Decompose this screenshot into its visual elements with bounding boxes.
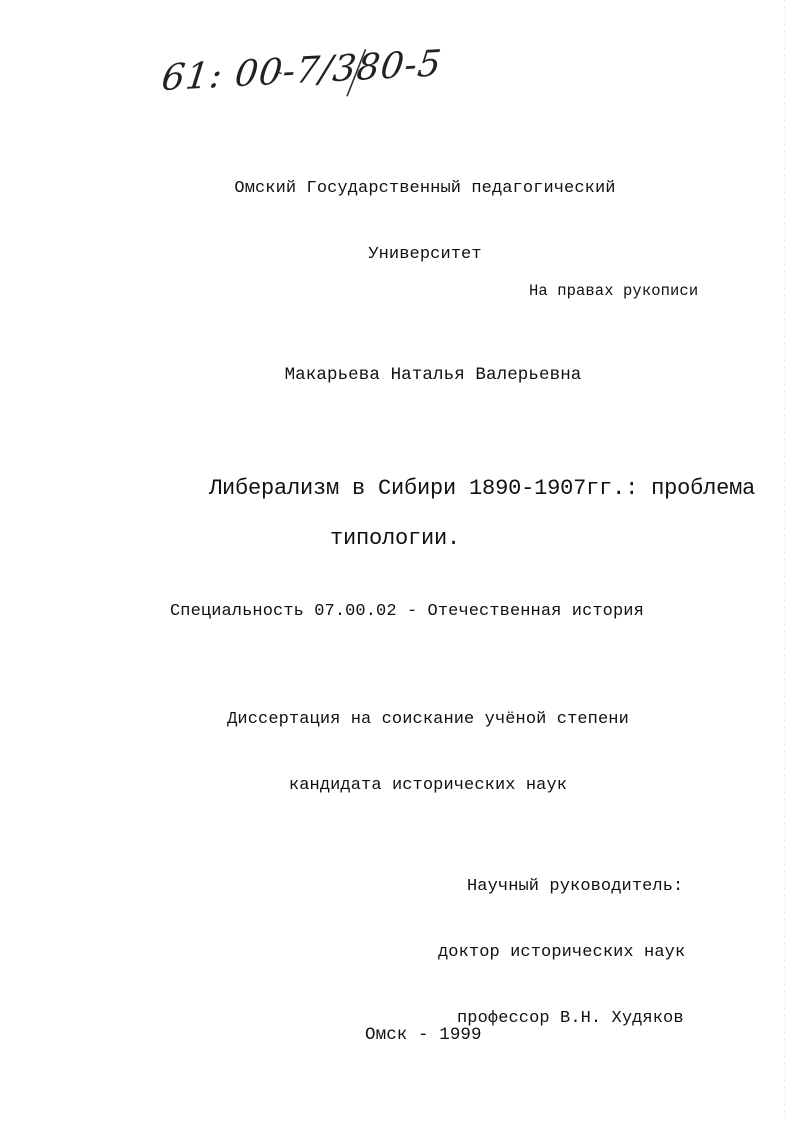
author-name: Макарьева Наталья Валерьевна [284, 365, 582, 385]
handwritten-code-text: 61: 00-7/380-5 [159, 43, 445, 100]
university-line-1: Омский Государственный педагогический [234, 179, 616, 198]
specialty-line: Специальность 07.00.02 - Отечественная история [170, 602, 644, 621]
degree-line-2: кандидата исторических наук [288, 776, 568, 795]
supervisor-line-1: Научный руководитель: [467, 877, 684, 896]
degree-line-1: Диссертация на соискание учёной степени [227, 710, 629, 729]
title-line-1: Либерализм в Сибири 1890-1907гг.: проблема [209, 476, 756, 501]
supervisor-line-2: доктор исторических наук [438, 943, 686, 962]
dissertation-degree [33, 665, 793, 841]
supervisor-line-3: профессор В.Н. Худяков [457, 1009, 684, 1028]
handwritten-catalog-code [161, 37, 493, 110]
title-line-2: типологии. [330, 526, 461, 551]
city-year: Омск - 1999 [365, 1025, 482, 1045]
manuscript-rights-note: На правах рукописи [529, 282, 699, 300]
dissertation-title [157, 451, 756, 601]
university-line-2: Университет [368, 245, 482, 264]
